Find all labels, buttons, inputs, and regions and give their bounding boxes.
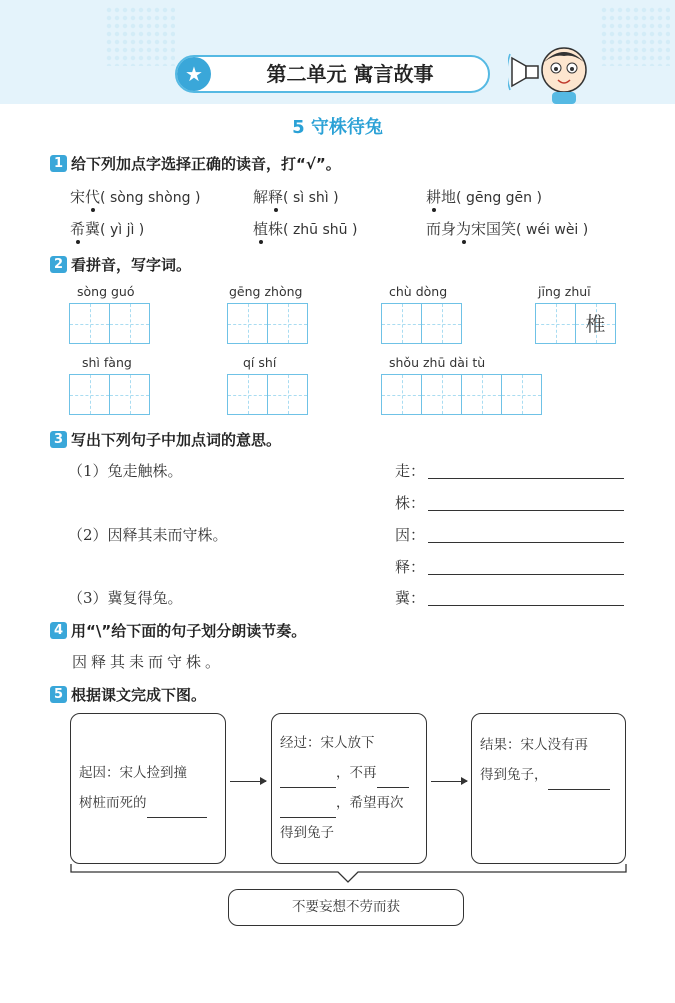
writing-grid[interactable] [69, 374, 149, 415]
pinyin-label: shì fàng [82, 355, 132, 370]
fill-blank[interactable] [548, 774, 610, 790]
pinyin-choice-item[interactable]: 耕地( gēng gēn ) [426, 188, 542, 206]
answer-label: 株： [395, 494, 426, 512]
pinyin-choice-item[interactable]: 解释( sì shì ) [253, 188, 339, 206]
pinyin-choice-item[interactable]: 植株( zhū shū ) [253, 220, 358, 238]
unit-title: 第二单元 寓言故事 [266, 62, 434, 86]
question-prompt: 根据课文完成下图。 [71, 686, 207, 704]
cause-text: 起因：宋人捡到撞 [79, 765, 187, 781]
pinyin-label: qí shí [243, 355, 277, 370]
question-4-heading [50, 620, 306, 641]
pinyin-label: gēng zhòng [229, 284, 303, 299]
result-text: 得到兔子， [480, 767, 548, 783]
star-icon: ★ [177, 57, 211, 91]
question-number: 2 [50, 256, 67, 273]
writing-cell[interactable]: 椎 [575, 303, 616, 344]
writing-cell[interactable] [267, 374, 308, 415]
writing-cell[interactable] [421, 303, 462, 344]
sentence-3: （3）冀复得兔。 [68, 589, 183, 607]
question-prompt: 用“\”给下面的句子划分朗读节奏。 [71, 622, 307, 640]
writing-grid[interactable] [69, 303, 149, 344]
process-text: ，不再 [336, 765, 377, 781]
moral-box [228, 889, 464, 926]
mascot-megaphone-icon [508, 44, 598, 104]
process-text: 经过：宋人放下 [280, 735, 375, 751]
answer-line[interactable] [428, 605, 624, 606]
writing-grid[interactable] [381, 374, 541, 415]
answer-line[interactable] [428, 542, 624, 543]
writing-grid[interactable] [381, 303, 461, 344]
answer-line[interactable] [428, 510, 624, 511]
question-2-heading [50, 254, 191, 275]
pinyin-choice-item[interactable]: 而身为宋国笑( wéi wèi ) [426, 220, 589, 238]
writing-cell[interactable] [381, 303, 422, 344]
writing-cell[interactable] [109, 303, 150, 344]
writing-cell[interactable] [501, 374, 542, 415]
writing-cell[interactable] [69, 374, 110, 415]
writing-cell[interactable] [381, 374, 422, 415]
question-1-heading [50, 153, 341, 174]
writing-cell[interactable] [227, 374, 268, 415]
answer-label: 走： [395, 462, 426, 480]
writing-grid[interactable] [227, 303, 307, 344]
writing-cell[interactable] [267, 303, 308, 344]
fill-blank[interactable] [377, 772, 409, 788]
writing-grid[interactable] [227, 374, 307, 415]
question-prompt: 看拼音，写字词。 [71, 256, 192, 274]
writing-cell[interactable] [109, 374, 150, 415]
sentence-2: （2）因释其耒而守株。 [68, 526, 228, 544]
question-5-heading [50, 684, 206, 705]
question-prompt: 写出下列句子中加点词的意思。 [71, 431, 282, 449]
writing-grid[interactable] [535, 303, 615, 344]
pinyin-choice-item[interactable]: 宋代( sòng shòng ) [70, 188, 201, 206]
answer-line[interactable] [428, 478, 624, 479]
answer-label: 冀： [395, 589, 426, 607]
answer-label: 释： [395, 558, 426, 576]
writing-cell[interactable] [69, 303, 110, 344]
dot-decoration [600, 6, 670, 66]
answer-label: 因： [395, 526, 426, 544]
result-box [471, 713, 626, 864]
process-box [271, 713, 427, 864]
dot-decoration [105, 6, 175, 66]
pinyin-label: chù dòng [389, 284, 448, 299]
lesson-title: 5 守株待兔 [292, 117, 383, 138]
fill-blank[interactable] [280, 772, 336, 788]
cause-text: 树桩而死的 [79, 795, 147, 811]
question-number: 4 [50, 622, 67, 639]
process-text: ，希望再次 [336, 795, 404, 811]
sentence-1: （1）兔走触株。 [68, 462, 183, 480]
rhythm-sentence[interactable]: 因释其耒而守株。 [72, 653, 225, 671]
writing-cell[interactable] [461, 374, 502, 415]
writing-cell[interactable] [421, 374, 462, 415]
brace-connector [70, 864, 628, 888]
moral-text: 不要妄想不劳而获 [292, 899, 400, 915]
pinyin-label: shǒu zhū dài tù [389, 355, 486, 370]
result-text: 结果：宋人没有再 [480, 737, 588, 753]
flow-arrow [431, 781, 467, 782]
process-text: 得到兔子 [280, 825, 334, 841]
pinyin-label: sòng guó [77, 284, 135, 299]
fill-blank[interactable] [147, 802, 207, 818]
answer-line[interactable] [428, 574, 624, 575]
pinyin-label: jīng zhuī [538, 284, 591, 299]
question-number: 3 [50, 431, 67, 448]
question-number: 1 [50, 155, 67, 172]
question-number: 5 [50, 686, 67, 703]
pinyin-choice-item[interactable]: 希冀( yì jì ) [70, 220, 145, 238]
flow-arrow [230, 781, 266, 782]
fill-blank[interactable] [280, 802, 336, 818]
cause-box [70, 713, 226, 864]
question-prompt: 给下列加点字选择正确的读音，打“√”。 [71, 155, 341, 173]
writing-cell[interactable] [227, 303, 268, 344]
writing-cell[interactable] [535, 303, 576, 344]
question-3-heading [50, 429, 281, 450]
